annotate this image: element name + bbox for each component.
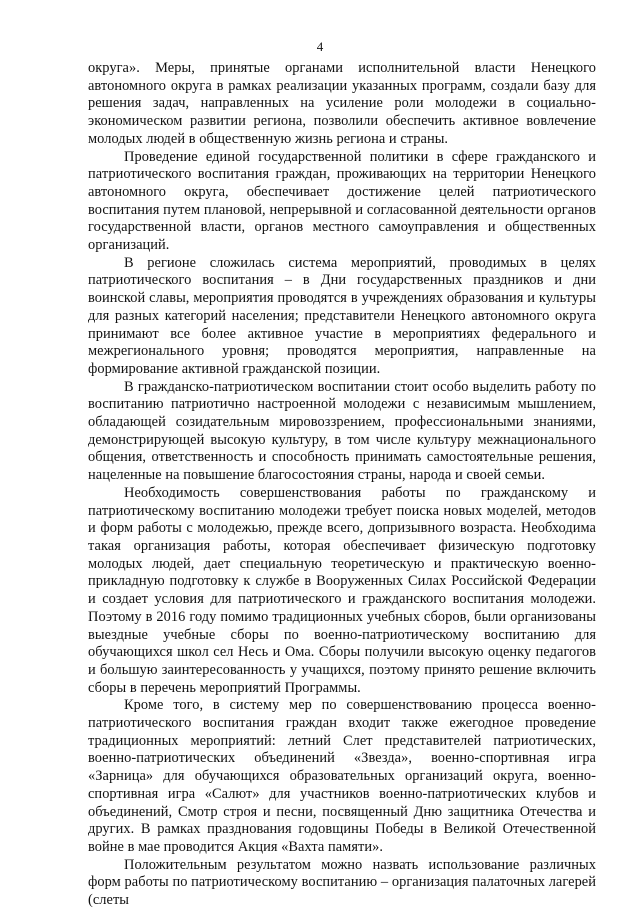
body-text [88, 60, 596, 910]
paragraph: Кроме того, в систему мер по совершенствованию процесса военно-патриотического воспитания граждан входит также ежегодное проведение традиционных мероприятий: летний Слет представителей патриотических, военно-патриотических объединений «Звезда», военно-спортивная игра «Зарница» для обучающихся образовательных организаций округа, военно-спортивная игра «Салют» для участников военно-патриотических клубов и объединений, Смотр строя и песни, посвященный Дню защитника Отечества и других. В рамках празднования годовщины Победы в Великой Отечественной войне в мае проводится Акция «Вахта памяти». [88, 697, 596, 855]
paragraph: В гражданско-патриотическом воспитании стоит особо выделить работу по воспитанию патриотично настроенной молодежи с независимым мышлением, обладающей созидательным мировоззрением, профессиональными знаниями, демонстрирующей высокую культуру, в том числе культуру межнационального общения, ответственность и способность принимать самостоятельные решения, нацеленные на повышение благосостояния страны, народа и своей семьи. [88, 378, 596, 484]
paragraph: Необходимость совершенствования работы по гражданскому и патриотическому воспитанию молодежи требует поиска новых моделей, методов и форм работы с молодежью, прежде всего, допризывного возраста. Необходима такая организация работы, которая обеспечивает физическую подготовку молодых людей, дает специальную теоретическую и практическую военно-прикладную подготовку к службе в Вооруженных Силах Российской Федерации и создает условия для патриотического и гражданского воспитания молодежи. Поэтому в 2016 году помимо традиционных учебных сборов, были организованы выездные учебные сборы по военно-патриотическому воспитанию для обучающихся школ сел Несь и Ома. Сборы получили высокую оценку педагогов и большую заинтересованность у учащихся, поэтому принято решение включить сборы в перечень мероприятий Программы. [88, 484, 596, 696]
paragraph: Положительным результатом можно назвать использование различных форм работы по патриотическому воспитанию – организация палаточных лагерей (слеты [88, 856, 596, 909]
paragraph: Проведение единой государственной политики в сфере гражданского и патриотического воспитания граждан, проживающих на территории Ненецкого автономного округа, обеспечивает достижение целей патриотического воспитания путем плановой, непрерывной и согласованной деятельности органов государственной власти, органов местного самоуправления и общественных организаций. [88, 148, 596, 254]
page-number: 4 [316, 39, 324, 54]
paragraph: округа». Меры, принятые органами исполнительной власти Ненецкого автономного округа в рамках реализации указанных программ, создали базу для решения задач, направленных на усиление роли молодежи в социально-экономическом развитии региона, позволили обеспечить активное вовлечение молодых людей в общественную жизнь региона и страны. [88, 60, 596, 147]
paragraph: В регионе сложилась система мероприятий, проводимых в целях патриотического воспитания – в Дни государственных праздников и дни воинской славы, мероприятия проводятся в учреждениях образования и культуры для разных категорий населения; представители Ненецкого автономного округа принимают все более активное участие в мероприятиях федерального и межрегионального уровня; проводятся мероприятия, направленные на формирование активной гражданской позиции. [88, 254, 596, 377]
